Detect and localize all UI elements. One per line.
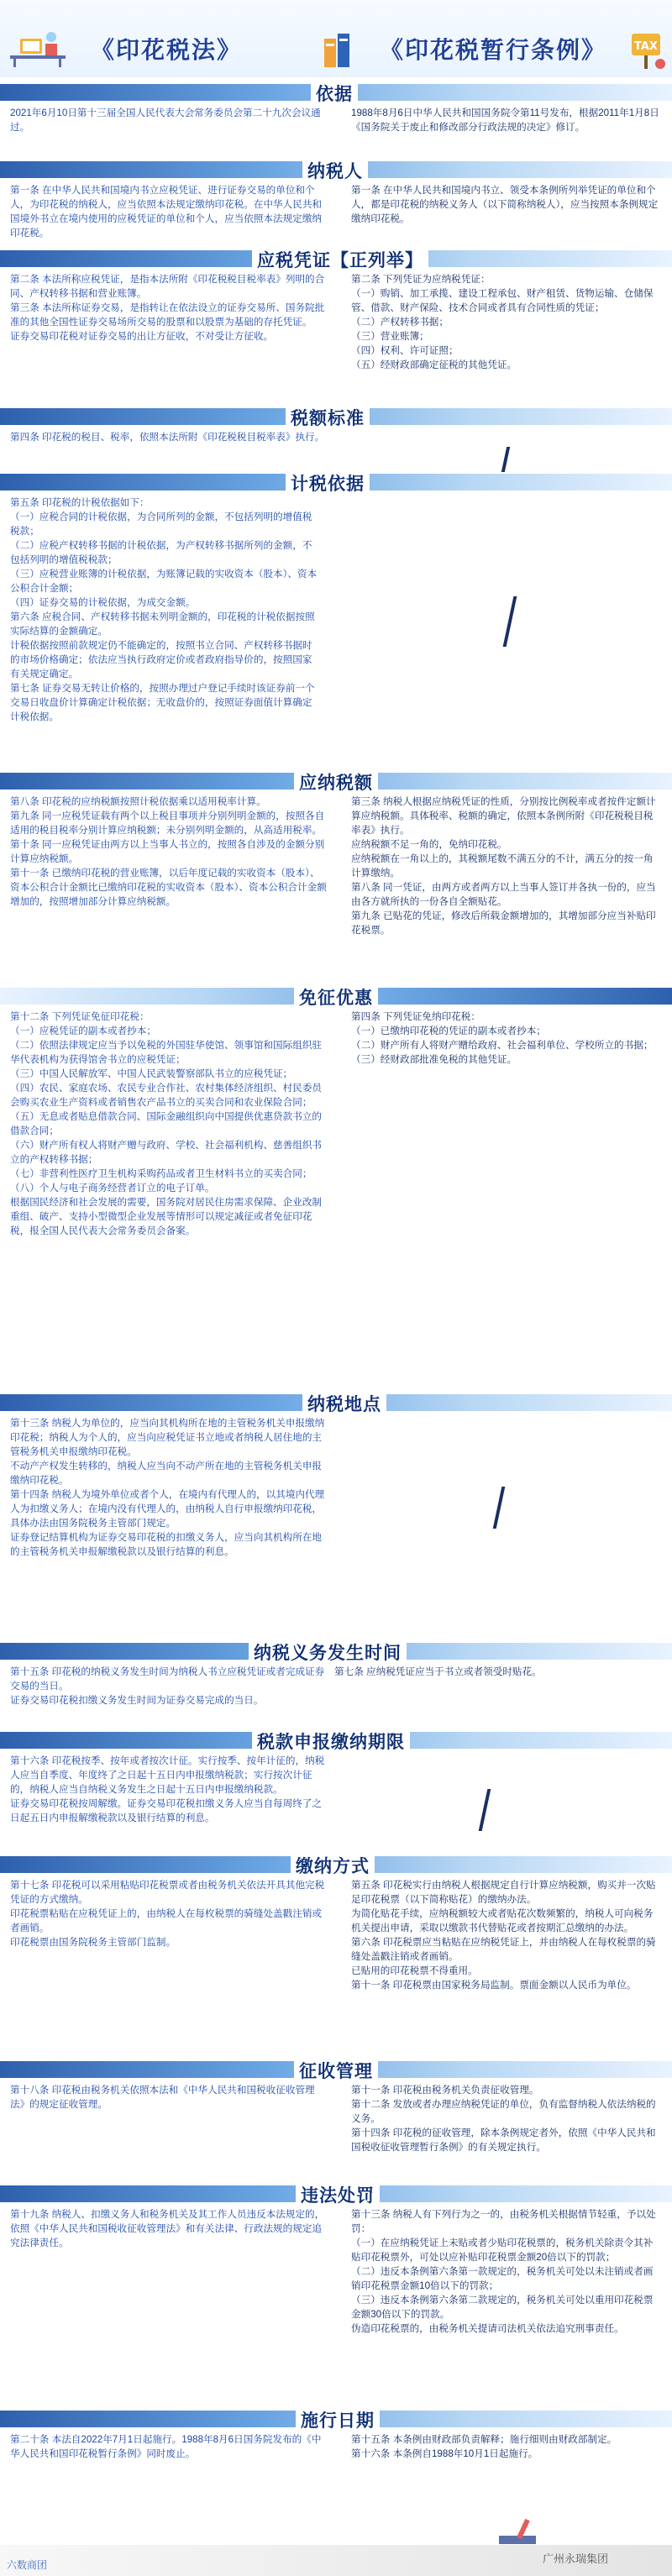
article-paragraph: 第七条 应纳税凭证应当于书立或者领受时贴花。 <box>334 1666 542 1677</box>
article-paragraph: （三）违反本条例第六条第二款规定的，税务机关可处以重用印花税票金额30倍以下的罚款。 <box>351 2295 654 2320</box>
article-paragraph: （三）应税营业账簿的计税依据，为账簿记载的实收资本（股本）、资本公积合计金额； <box>10 569 318 594</box>
right-column-text <box>351 106 662 134</box>
article-paragraph: 为简化贴花手续，应纳税额较大或者贴花次数频繁的，纳税人可向税务机关提出申请，采取以缴款书代替贴花或者按期汇总缴纳的办法。 <box>351 1908 654 1933</box>
article-paragraph: 第十三条 纳税人为单位的，应当向其机构所在地的主管税务机关申报缴纳印花税；纳税人为个人的，应当向应税凭证书立地或者纳税人居住地的主管税务机关申报缴纳印花税。 <box>10 1418 325 1457</box>
section-tax-basis <box>0 472 672 766</box>
section-tax-rates <box>0 407 672 465</box>
article-paragraph: 证券交易印花税扣缴义务发生时间为证券交易完成的当日。 <box>10 1695 264 1706</box>
article-paragraph: 不动产产权发生转移的，纳税人应当向不动产所在地的主管税务机关申报缴纳印花税。 <box>10 1461 323 1486</box>
article-paragraph: 第五条 印花税的计税依据如下： <box>10 497 150 508</box>
section-title: 施行日期 <box>296 2407 380 2432</box>
left-column-text <box>10 1416 329 1559</box>
section-administration <box>0 2059 672 2185</box>
article-paragraph: 第十六条 印花税按季、按年或者按次计征。实行按季、按年计征的，纳税人应当自季度、年度终了之日起十五日内申报缴纳税款；实行按次计征的，纳税人应当自纳税义务发生之日起十五日内申报缴纳税款。 <box>10 1755 325 1795</box>
article-paragraph: 第六条 应税合同、产权转移书据未列明金额的，印花税的计税依据按照实际结算的金额确定。 <box>10 611 315 637</box>
article-paragraph: 第三条 纳税人根据应纳税凭证的性质，分别按比例税率或者按件定额计算应纳税额。具体税率、税额的确定，依照本条例所附《印花税税目税率表》执行。 <box>351 796 656 836</box>
right-column-text <box>351 1878 662 1992</box>
section-obligation-time <box>0 1641 672 1734</box>
section-title: 应纳税额 <box>294 769 378 795</box>
article-paragraph: 第九条 同一应税凭证载有两个以上税目事项并分别列明金额的，按照各自适用的税目税率分别计算应纳税额；未分别列明金额的，从高适用税率。 <box>10 811 325 836</box>
article-paragraph: （四）农民、家庭农场、农民专业合作社、农村集体经济组织、村民委员会购买农业生产资料或者销售农产品书立的买卖合同和农业保险合同； <box>10 1083 323 1108</box>
article-paragraph: （二）应税产权转移书据的计税依据，为产权转移书据所列的金额，不包括列明的增值税税款； <box>10 540 312 565</box>
article-paragraph: （二）依照法律规定应当予以免税的外国驻华使馆、领事馆和国际组织驻华代表机构为获得馆舍书立的应税凭证； <box>10 1040 323 1065</box>
article-paragraph: 第十六条 本条例自1988年10月1日起施行。 <box>351 2448 538 2459</box>
article-paragraph: 证券交易印花税按周解缴。证券交易印花税扣缴义务人应当自每周终了之日起五日内申报解缴税款以及银行结算的利息。 <box>10 1798 323 1823</box>
section-title: 纳税地点 <box>302 1391 386 1416</box>
section-taxpayer <box>0 160 672 260</box>
right-column-text <box>351 272 662 372</box>
article-paragraph: （三）营业账簿； <box>351 331 429 342</box>
article-paragraph: （二）产权转移书据； <box>351 317 449 328</box>
section-effective-date <box>0 2409 672 2535</box>
article-paragraph: 第十条 同一应税凭证由两方以上当事人书立的，按照各自涉及的金额分别计算应纳税额。 <box>10 839 325 864</box>
right-column-text <box>351 1010 662 1067</box>
article-paragraph: 第十八条 印花税由税务机关依照本法和《中华人民共和国税收征收管理法》的规定征收管理。 <box>10 2085 315 2110</box>
article-paragraph: 应纳税额不足一角的，免纳印花税。 <box>351 839 507 850</box>
article-paragraph: 证券交易印花税对证券交易的出让方征收，不对受让方征收。 <box>10 331 274 342</box>
section-taxable-documents <box>0 249 672 408</box>
article-paragraph: （三）中国人民解放军、中国人民武装警察部队书立的应税凭证； <box>10 1068 293 1079</box>
left-column-text <box>10 496 321 724</box>
left-column-text <box>10 1754 329 1825</box>
article-paragraph: 第十七条 印花税可以采用粘贴印花税票或者由税务机关依法开具其他完税凭证的方式缴纳。 <box>10 1880 325 1905</box>
article-paragraph: 第二条 本法所称应税凭证，是指本法所附《印花税税目税率表》列明的合同、产权转移书据和营业账簿。 <box>10 274 325 299</box>
article-paragraph: （五）经财政部确定征税的其他凭证。 <box>351 359 517 370</box>
article-paragraph: 伪造印花税票的，由税务机关提请司法机关依法追究刑事责任。 <box>351 2323 624 2334</box>
article-paragraph: 第二条 下列凭证为应纳税凭证： <box>351 274 491 285</box>
article-paragraph: 第十四条 印花税的征收管理，除本条例规定者外，依照《中华人民共和国税收征收管理暂行条例》的有关规定执行。 <box>351 2127 656 2153</box>
article-paragraph: （八）个人与电子商务经营者订立的电子订单。 <box>10 1183 215 1194</box>
article-paragraph: 第一条 在中华人民共和国境内书立应税凭证、进行证券交易的单位和个人，为印花税的纳税人，应当依照本法规定缴纳印花税。在中华人民共和国境外书立在境内使用的应税凭证的单位和个人，应当依照本法规定缴纳印花税。 <box>10 185 323 239</box>
article-paragraph: 第六条 印花税票应当粘贴在应纳税凭证上，并由纳税人在每枚税票的骑缝处盖戳注销或者画销。 <box>351 1937 656 1962</box>
desk-illustration-icon <box>8 27 67 69</box>
article-paragraph: （二）财产所有人将财产赠给政府、社会福利单位、学校所立的书据； <box>351 1040 654 1051</box>
article-paragraph: （五）无息或者贴息借款合同、国际金融组织向中国提供优惠贷款书立的借款合同； <box>10 1111 323 1136</box>
title-stamp-duty-law: 《印花税法》 <box>91 36 243 64</box>
article-paragraph: 第十三条 纳税人有下列行为之一的，由税务机关根据情节轻重，予以处罚： <box>351 2209 656 2234</box>
article-paragraph: 第十一条 已缴纳印花税的营业账簿，以后年度记载的实收资本（股本）、资本公积合计金额比已缴纳印花税的实收资本（股本）、资本公积合计金额增加的，按照增加部分计算应纳税额。 <box>10 868 327 907</box>
article-paragraph: （一）在应纳税凭证上未贴或者少贴印花税票的，税务机关除责令其补贴印花税票外，可处以应补贴印花税票金额20倍以下的罚款； <box>351 2238 654 2263</box>
right-column-text <box>351 183 662 226</box>
section-penalties <box>0 2184 672 2394</box>
section-title: 违法处罚 <box>296 2182 380 2207</box>
right-column-text <box>351 2432 662 2461</box>
section-title: 免征优惠 <box>294 984 378 1010</box>
left-column-text <box>10 795 329 909</box>
books-icon <box>323 32 353 69</box>
right-column-text <box>351 2207 662 2336</box>
article-paragraph: （一）已缴纳印花税的凭证的副本或者抄本； <box>351 1026 546 1036</box>
article-paragraph: （四）权利、许可证照； <box>351 345 459 356</box>
section-payment-method <box>0 1855 672 2056</box>
article-paragraph: 第七条 证券交易无转让价格的，按照办理过户登记手续时该证券前一个交易日收盘价计算确定计税依据；无收盘价的，按照证券面值计算确定计税依据。 <box>10 683 315 722</box>
section-title: 缴纳方式 <box>291 1853 375 1878</box>
article-paragraph: 第二十条 本法自2022年7月1日起施行。1988年8月6日国务院发布的《中华人民共和国印花税暂行条例》同时废止。 <box>10 2434 322 2459</box>
article-paragraph: 第九条 已贴花的凭证，修改后所载金额增加的，其增加部分应当补贴印花税票。 <box>351 910 656 936</box>
article-paragraph: （二）违反本条例第六条第一款规定的，税务机关可处以未注销或者画销印花税票金额10倍以下的罚款； <box>351 2266 654 2291</box>
left-column-text <box>10 2432 329 2461</box>
article-paragraph: 第四条 印花税的税目、税率，依照本法所附《印花税税目税率表》执行。 <box>10 432 325 443</box>
section-title: 计税依据 <box>286 470 370 496</box>
article-paragraph: 第十一条 印花税由税务机关负责征收管理。 <box>351 2085 539 2096</box>
title-provisional-regulations: 《印花税暂行条例》 <box>380 36 607 64</box>
article-paragraph: 第四条 下列凭证免纳印花税： <box>351 1011 480 1022</box>
section-title: 征收管理 <box>294 2058 378 2083</box>
article-paragraph: 第十五条 本条例由财政部负责解释；施行细则由财政部制定。 <box>351 2434 617 2445</box>
article-paragraph: （一）应税凭证的副本或者抄本； <box>10 1026 156 1036</box>
left-column-text <box>10 1665 329 1708</box>
article-paragraph: （七）非营利性医疗卫生机构采购药品或者卫生材料书立的买卖合同； <box>10 1168 312 1179</box>
tax-sign-icon <box>625 30 667 71</box>
right-column-text <box>351 795 662 937</box>
section-tax-payable <box>0 771 672 973</box>
article-paragraph: 印花税票粘贴在应税凭证上的，由纳税人在每枚税票的骑缝处盖戳注销或者画销。 <box>10 1908 323 1933</box>
no-counterpart-slash-icon <box>493 1487 506 1529</box>
article-paragraph: 第十二条 下列凭证免征印花税： <box>10 1011 150 1022</box>
section-tax-location <box>0 1393 672 1653</box>
article-paragraph: 第八条 同一凭证，由两方或者两方以上当事人签订并各执一份的，应当由各方就所执的一份各自全额贴花。 <box>351 882 656 907</box>
article-paragraph: （六）财产所有权人将财产赠与政府、学校、社会福利机构、慈善组织书立的产权转移书据； <box>10 1140 323 1165</box>
right-column-text <box>334 1665 662 1679</box>
left-column-text <box>10 1010 325 1238</box>
article-paragraph: 证券登记结算机构为证券交易印花税的扣缴义务人，应当向其机构所在地的主管税务机关申报解缴税款以及银行结算的利息。 <box>10 1532 323 1557</box>
section-title: 税款申报缴纳期限 <box>252 1729 410 1754</box>
article-paragraph: 第十二条 发放或者办理应纳税凭证的单位，负有监督纳税人依法纳税的义务。 <box>351 2099 656 2124</box>
article-paragraph: 第八条 印花税的应纳税额按照计税依据乘以适用税率计算。 <box>10 796 266 807</box>
left-column-text <box>10 272 329 344</box>
article-paragraph: 第五条 印花税实行由纳税人根据规定自行计算应纳税额，购买并一次贴足印花税票（以下简称贴花）的缴纳办法。 <box>351 1880 656 1905</box>
left-column-text <box>10 430 329 444</box>
left-column-text <box>10 2083 329 2112</box>
article-paragraph: 第三条 本法所称证券交易，是指转让在依法设立的证券交易所、国务院批准的其他全国性证券交易场所交易的股票和以股票为基础的存托凭证。 <box>10 302 325 328</box>
article-paragraph: （一）购销、加工承揽、建设工程承包、财产租赁、货物运输、仓储保管、借款、财产保险、技术合同或者具有合同性质的凭证； <box>351 288 654 313</box>
no-counterpart-slash-icon <box>479 1789 491 1831</box>
section-title: 应税凭证【正列举】 <box>252 247 428 272</box>
section-title: 依据 <box>311 81 358 106</box>
section-title: 纳税人 <box>302 158 368 183</box>
no-counterpart-slash-icon <box>503 596 517 647</box>
no-counterpart-slash-icon <box>501 447 510 472</box>
left-column-text <box>10 106 329 134</box>
section-filing-deadline <box>0 1730 672 1865</box>
section-title: 税额标准 <box>286 405 370 430</box>
article-paragraph: 印花税票由国务院税务主管部门监制。 <box>10 1937 176 1948</box>
section-title: 纳税义务发生时间 <box>249 1640 407 1665</box>
article-paragraph: （四）证券交易的计税依据，为成交金额。 <box>10 597 196 608</box>
article-paragraph: 第十一条 印花税票由国家税务局监制。票面金额以人民币为单位。 <box>351 1980 637 1991</box>
article-paragraph: 已贴用的印花税票不得重用。 <box>351 1965 478 1976</box>
watermark-text: 广州永瑞集团 <box>543 2552 609 2565</box>
article-paragraph: （一）应税合同的计税依据，为合同所列的金额，不包括列明的增值税税款； <box>10 512 312 537</box>
article-paragraph: 1988年8月6日中华人民共和国国务院令第11号发布，根据2011年1月8日《国务院关于废止和修改部分行政法规的决定》修订。 <box>351 108 659 133</box>
article-paragraph: （三）经财政部批准免税的其他凭证。 <box>351 1054 517 1065</box>
left-column-text <box>10 1878 329 1949</box>
article-paragraph: 第十九条 纳税人、扣缴义务人和税务机关及其工作人员违反本法规定的，依照《中华人民共和国税收征收管理法》和有关法律、行政法规的规定追究法律责任。 <box>10 2209 325 2248</box>
article-paragraph: 2021年6月10日第十三届全国人民代表大会常务委员会第二十九次会议通过。 <box>10 108 321 133</box>
pen-illustration-icon <box>496 2516 546 2549</box>
article-paragraph: 第十五条 印花税的纳税义务发生时间为纳税人书立应税凭证或者完成证券交易的当日。 <box>10 1666 325 1692</box>
article-paragraph: 根据国民经济和社会发展的需要，国务院对居民住房需求保障、企业改制重组、破产、支持小型微型企业发展等情形可以规定减征或者免征印花税，报全国人民代表大会常务委员会备案。 <box>10 1197 323 1236</box>
article-paragraph: 第一条 在中华人民共和国境内书立、领受本条例所列举凭证的单位和个人，都是印花税的纳税义务人（以下简称纳税人），应当按照本条例规定缴纳印花税。 <box>351 185 659 224</box>
right-column-text <box>351 2083 662 2154</box>
footer-logo: 六数商团 <box>7 2559 48 2571</box>
svg-text:TAX: TAX <box>634 40 658 53</box>
article-paragraph: 第十四条 纳税人为境外单位或者个人，在境内有代理人的，以其境内代理人为扣缴义务人；在境内没有代理人的，由纳税人自行申报缴纳印花税，具体办法由国务院税务主管部门规定。 <box>10 1489 325 1529</box>
article-paragraph: 应纳税额在一角以上的，其税额尾数不满五分的不计，满五分的按一角计算缴纳。 <box>351 853 654 879</box>
article-paragraph: 计税依据按照前款规定仍不能确定的，按照书立合同、产权转移书据时的市场价格确定；依法应当执行政府定价或者政府指导价的，按照国家有关规定确定。 <box>10 640 312 679</box>
section-exemptions <box>0 986 672 1381</box>
left-column-text <box>10 183 329 240</box>
left-column-text <box>10 2207 329 2250</box>
